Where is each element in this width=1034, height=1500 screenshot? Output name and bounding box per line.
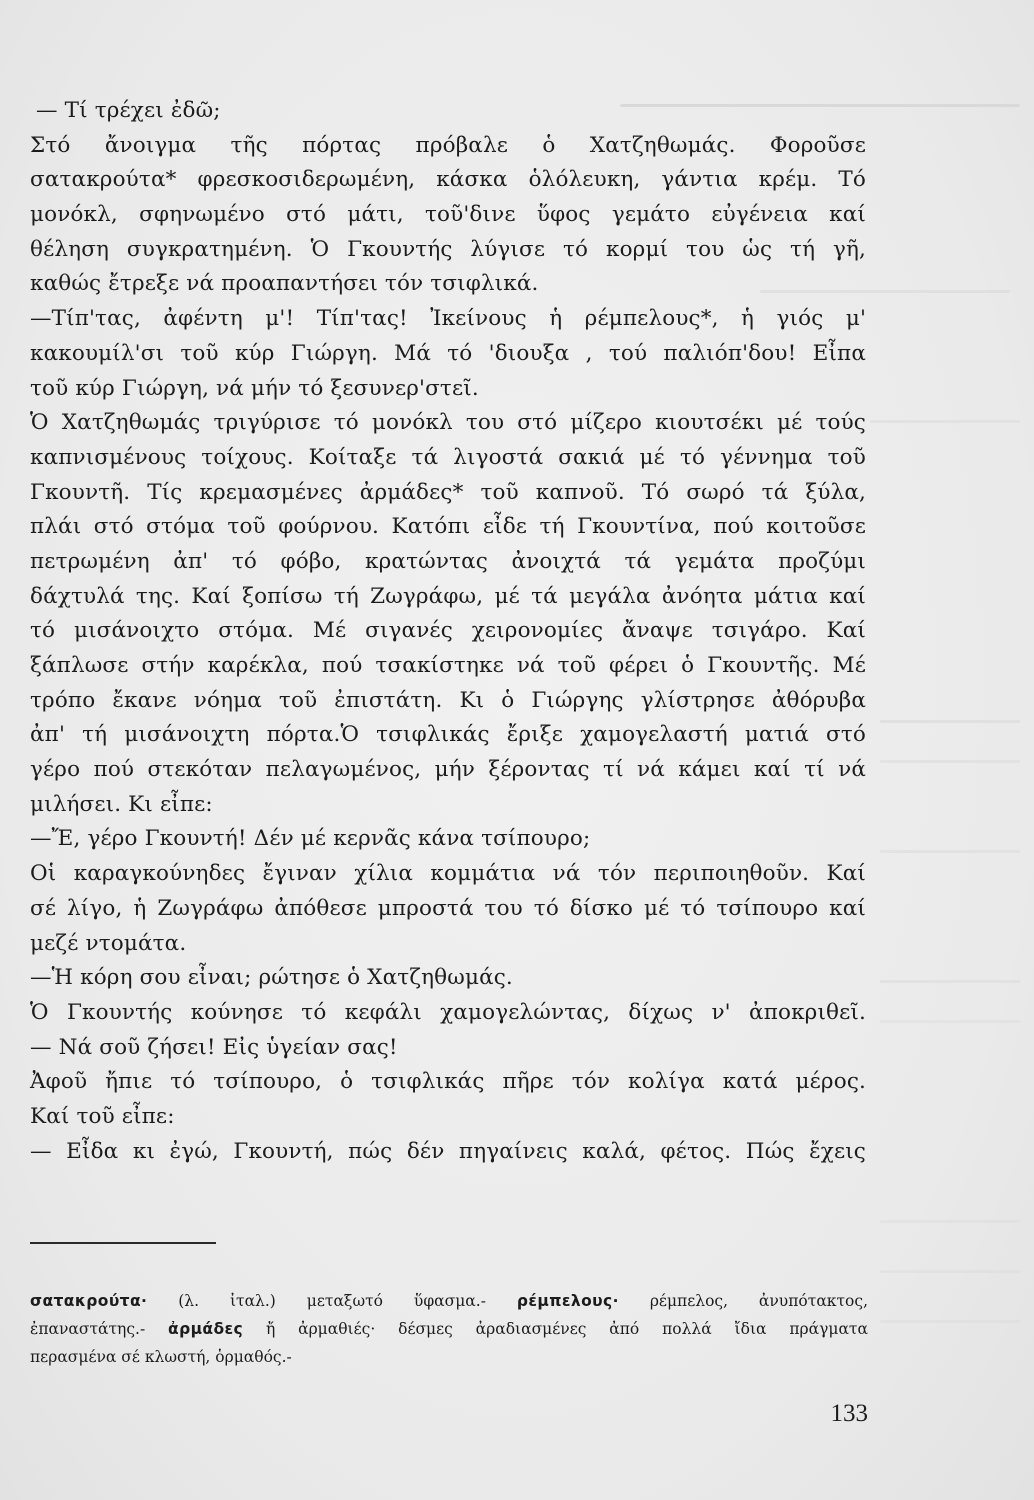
- footnote-divider: [30, 1242, 216, 1244]
- text-line: Ὁ Γκουντής κούνησε τό κεφάλι χαμογελώντας, δίχως ν' ἀποκριθεῖ.: [30, 999, 866, 1025]
- text-line: Ἀφοῦ ἤπιε τό τσίπουρο, ὁ τσιφλικάς πῆρε τόν κολίγα κατά μέρος.: [30, 1069, 866, 1095]
- text-line: μονόκλ, σφηνωμένο στό μάτι, τοῦ'δινε ὕφος γεμάτο εὐγένεια καί: [30, 202, 866, 228]
- text-line: τοῦ κύρ Γιώργη, νά μήν τό ξεσυνερ'στεῖ.: [30, 375, 479, 401]
- footnote-line: [30, 1315, 868, 1343]
- text-line: —Ἡ κόρη σου εἶναι; ρώτησε ὁ Χατζηθωμάς.: [30, 965, 513, 991]
- footnote-term: ρέμπελους·: [516, 1292, 619, 1310]
- footnote-definition: ἤ ἀρμαθιές· δέσμες ἀραδιασμένες ἀπό πολλά ἴδια πράγματα: [265, 1320, 868, 1338]
- footnotes: [30, 1287, 868, 1371]
- text-line: — Νά σοῦ ζήσει! Εἰς ὑγείαν σας!: [30, 1034, 398, 1060]
- text-line: ἀπ' τή μισάνοιχτη πόρτα.Ὁ τσιφλικάς ἔριξε χαμογελαστή ματιά στό: [30, 722, 866, 748]
- footnote-definition: (λ. ἰταλ.) μεταξωτό ὕφασμα.-: [178, 1292, 486, 1310]
- text-line: κακουμίλ'σι τοῦ κύρ Γιώργη. Μά τό 'διουξα , τού παλιόπ'δου! Εἶπα: [30, 340, 866, 366]
- text-line: δάχτυλά της. Καί ξοπίσω τή Ζωγράφω, μέ τά μεγάλα ἀνόητα μάτια καί: [30, 583, 866, 609]
- text-line: πλάι στό στόμα τοῦ φούρνου. Κατόπι εἶδε τή Γκουντίνα, πού κοιτοῦσε: [30, 514, 866, 540]
- text-line: —Ἔ, γέρο Γκουντή! Δέν μέ κερνᾶς κάνα τσίπουρο;: [30, 826, 591, 852]
- footnote-line: [30, 1287, 868, 1315]
- text-line: Καί τοῦ εἶπε:: [30, 1103, 175, 1129]
- text-line: μεζέ ντομάτα.: [30, 930, 187, 956]
- text-line: θέληση συγκρατημένη. Ὁ Γκουντής λύγισε τό κορμί του ὡς τή γῆ,: [30, 236, 866, 262]
- text-line: καπνισμένους τοίχους. Κοίταξε τά λιγοστά σακιά μέ τό γέννημα τοῦ: [30, 444, 866, 470]
- text-line: μιλήσει. Κι εἶπε:: [30, 791, 213, 817]
- main-text: [30, 94, 866, 1169]
- text-line: τό μισάνοιχτο στόμα. Μέ σιγανές χειρονομίες ἄναψε τσιγάρο. Καί: [30, 618, 866, 644]
- text-line: γέρο πού στεκόταν πελαγωμένος, μήν ξέροντας τί νά κάμει καί τί νά: [30, 757, 866, 783]
- footnote-line: [30, 1343, 868, 1371]
- text-line: — Τί τρέχει ἐδῶ;: [36, 98, 221, 123]
- text-line: σατακρούτα* φρεσκοσιδερωμένη, κάσκα ὁλόλευκη, γάντια κρέμ. Τό: [30, 167, 866, 193]
- text-line: Οἱ καραγκούνηδες ἔγιναν χίλια κομμάτια νά τόν περιποιηθοῦν. Καί: [30, 861, 866, 887]
- footnote-term: ἀρμάδες: [168, 1320, 244, 1338]
- page-number: 133: [830, 1400, 868, 1427]
- footnote-definition: περασμένα σέ κλωστή, ὁρμαθός.-: [30, 1348, 292, 1366]
- footnote-definition: ἐπαναστάτης.-: [30, 1320, 146, 1338]
- text-line: τρόπο ἔκανε νόημα τοῦ ἐπιστάτη. Κι ὁ Γιώργης γλίστρησε ἀθόρυβα: [30, 687, 866, 713]
- footnote-definition: ρέμπελος, ἀνυπότακτος,: [649, 1292, 868, 1310]
- text-line: ξάπλωσε στήν καρέκλα, πού τσακίστηκε νά τοῦ φέρει ὁ Γκουντῆς. Μέ: [30, 653, 866, 678]
- text-line: καθώς ἔτρεξε νά προαπαντήσει τόν τσιφλικά.: [30, 271, 539, 297]
- text-line: πετρωμένη ἀπ' τό φόβο, κρατώντας ἀνοιχτά τά γεμάτα προζύμι: [30, 548, 866, 574]
- text-line: — Εἶδα κι ἐγώ, Γκουντή, πώς δέν πηγαίνεις καλά, φέτος. Πώς ἔχεις: [30, 1138, 866, 1164]
- text-line: Γκουντῆ. Τίς κρεμασμένες ἀρμάδες* τοῦ καπνοῦ. Τό σωρό τά ξύλα,: [30, 479, 866, 505]
- text-line: σέ λίγο, ἡ Ζωγράφω ἀπόθεσε μπροστά του τό δίσκο μέ τό τσίπουρο καί: [30, 895, 866, 921]
- text-line: Στό ἄνοιγμα τῆς πόρτας πρόβαλε ὁ Χατζηθωμάς. Φοροῦσε: [30, 132, 866, 158]
- text-line: Ὁ Χατζηθωμάς τριγύρισε τό μονόκλ του στό μίζερο κιουτσέκι μέ τούς: [30, 410, 866, 436]
- text-line: —Τίπ'τας, ἀφέντη μ'! Τίπ'τας! Ἰκείνους ἡ ρέμπελους*, ἡ γιός μ': [30, 306, 866, 332]
- footnote-term: σατακρούτα·: [30, 1292, 148, 1310]
